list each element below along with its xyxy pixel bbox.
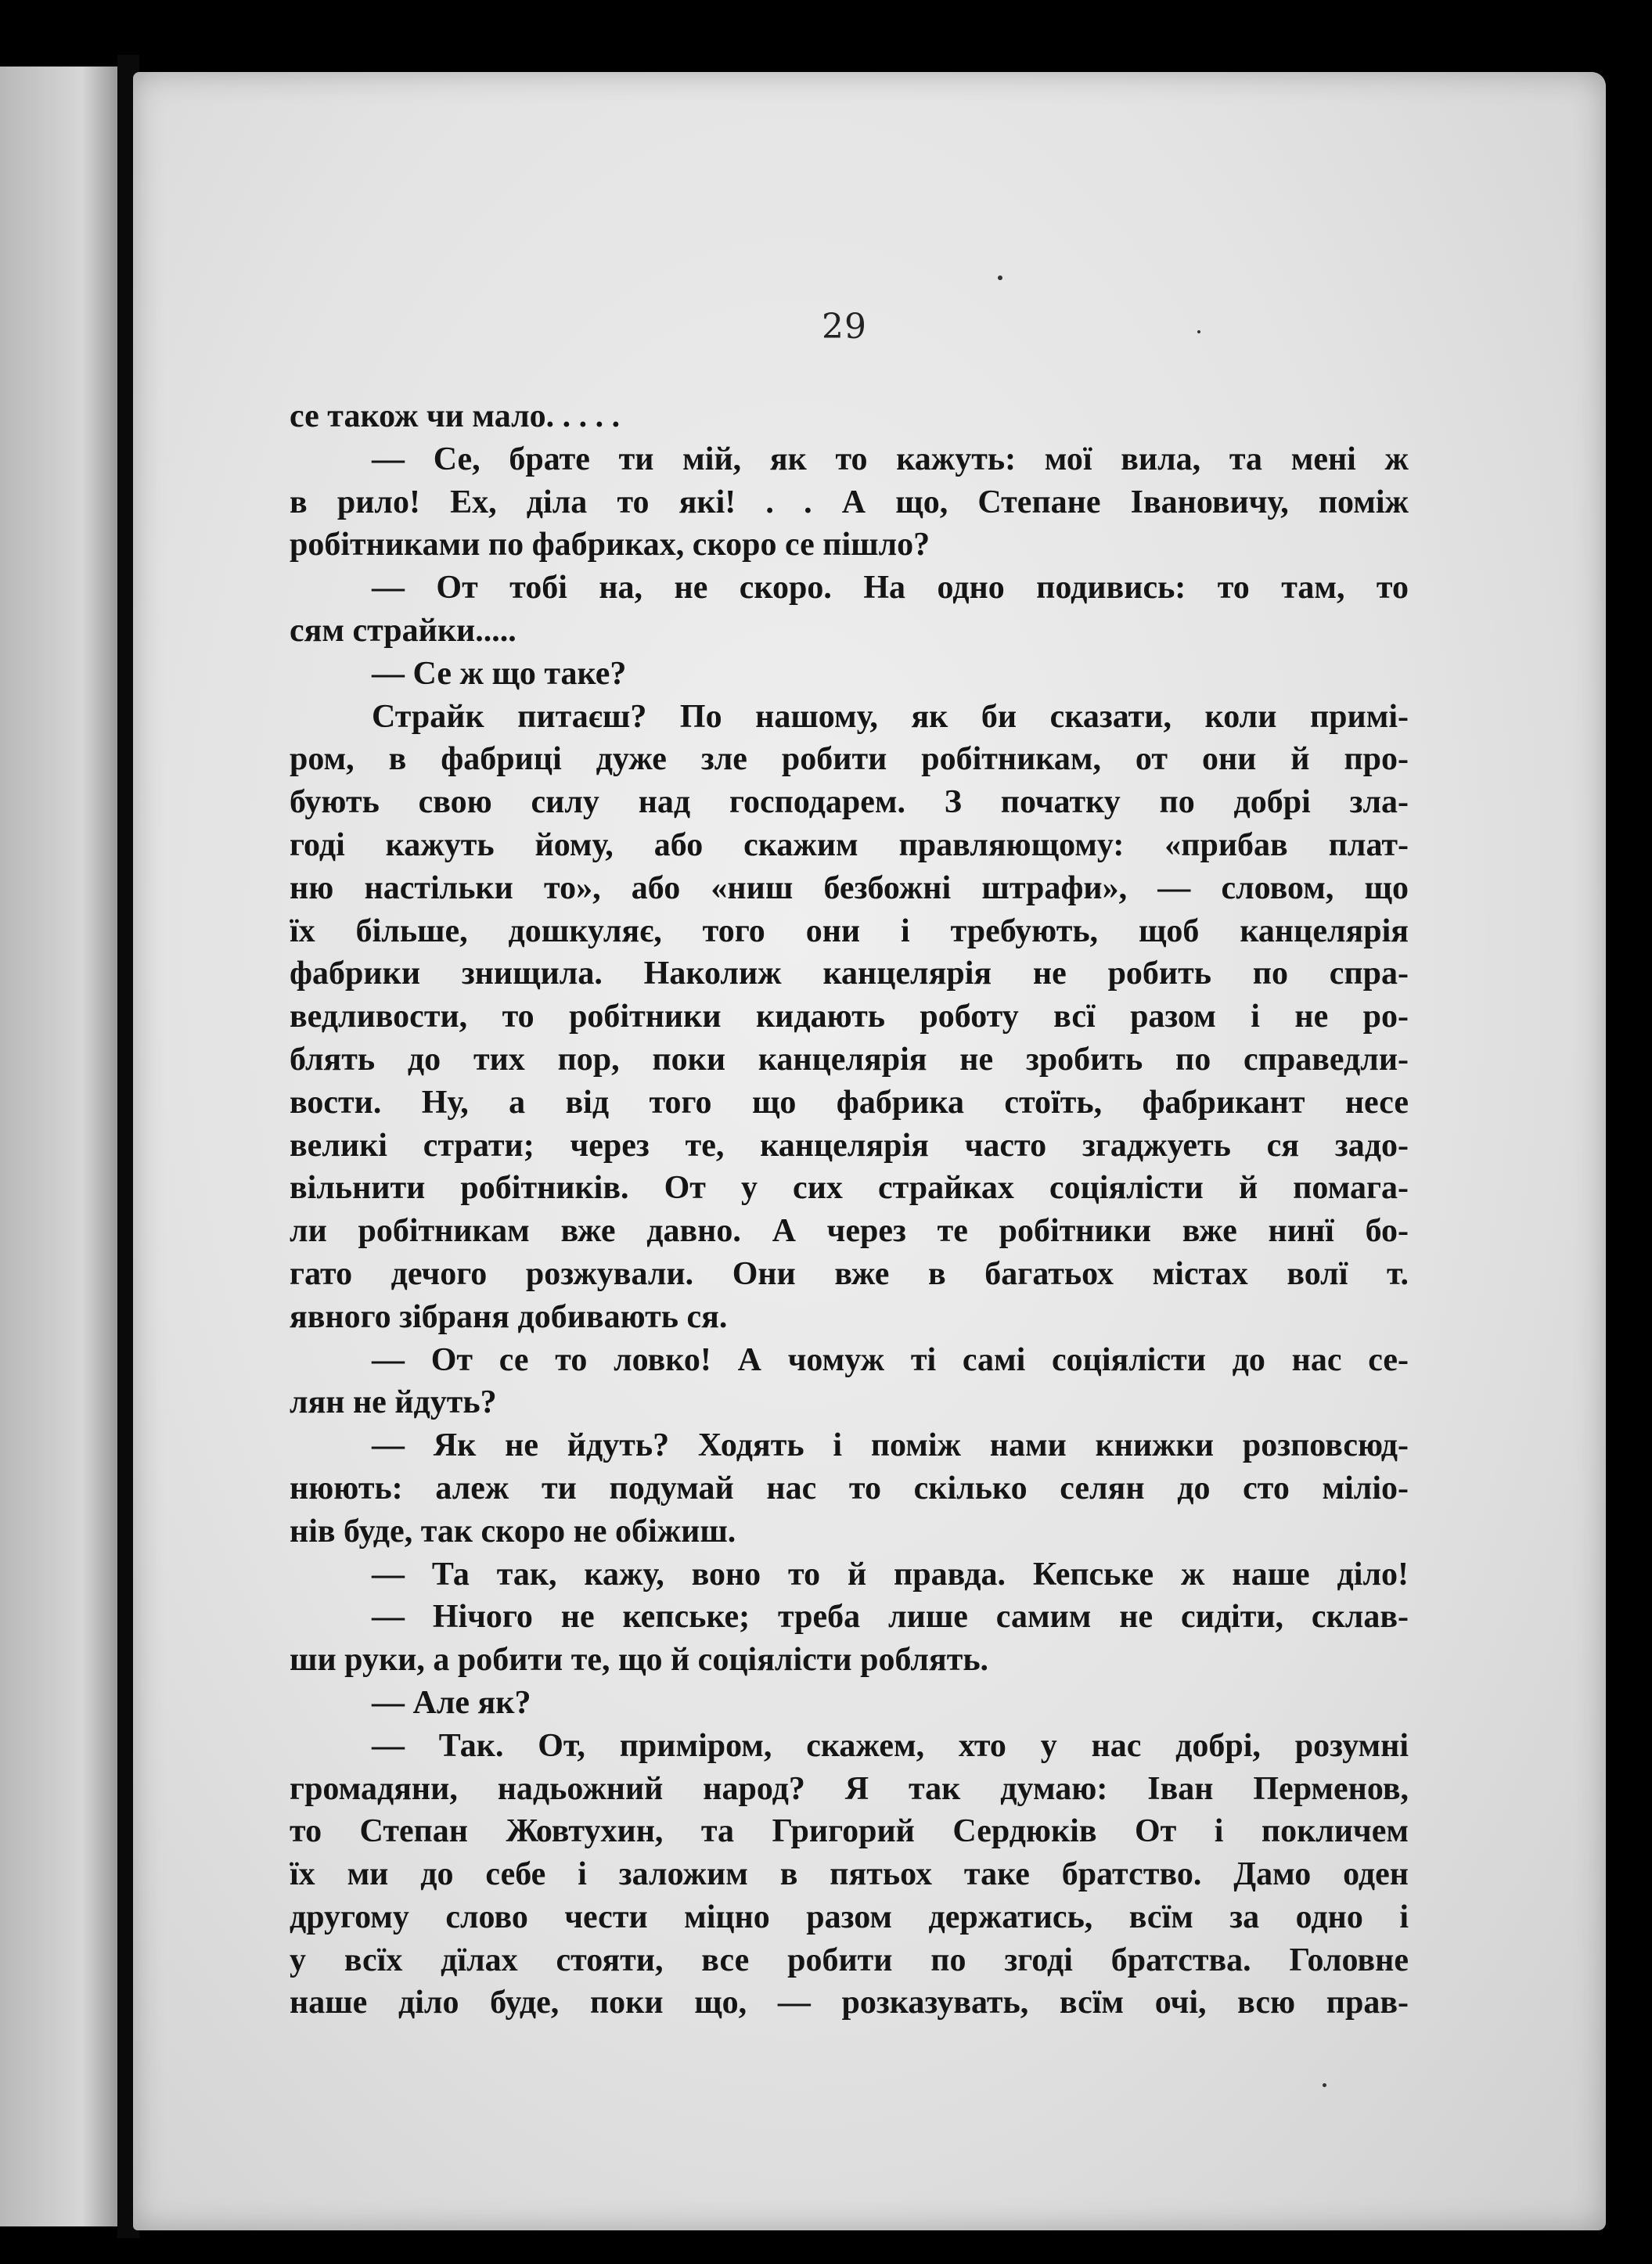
text-line: — Се ж що таке? xyxy=(372,655,627,692)
text-line: ром, в фабриці дуже зле робити робітникам, от они й про- xyxy=(290,741,1409,778)
adjacent-page-edge xyxy=(0,67,117,2226)
text-line: — От тобі на, не скоро. На одно подивись: то там, то xyxy=(372,570,1409,606)
text-line: сям страйки..... xyxy=(290,612,516,649)
text-line: — Так. От, приміром, скажем, хто у нас добрі, розумні xyxy=(372,1727,1409,1764)
text-line: в рило! Ех, діла то які! . . А що, Степане Івановичу, поміж xyxy=(290,484,1409,520)
text-line: — Але як? xyxy=(372,1684,531,1721)
text-line: робітниками по фабриках, скоро се пішло? xyxy=(290,527,930,563)
text-line: гато дечого розжували. Они вже в багатьох містах волї т. xyxy=(290,1255,1409,1292)
dust-speck xyxy=(1323,2083,1326,2087)
text-line: другому слово чести міцно разом держатись, всїм за одно і xyxy=(290,1899,1409,1935)
text-line: блять до тих пор, поки канцелярія не зробить по справедли- xyxy=(290,1041,1409,1078)
text-line: у всїх дїлах стояти, все робити по згоді братства. Головне xyxy=(290,1942,1409,1978)
page-number: 29 xyxy=(822,307,867,347)
body-text xyxy=(290,395,1409,2025)
text-line: — Нічого не кепське; треба лише самим не сидіти, склав- xyxy=(372,1599,1409,1636)
text-line: — Та так, кажу, воно то й правда. Кепське ж наше діло! xyxy=(372,1556,1409,1593)
dust-speck xyxy=(1197,330,1200,333)
text-line: ши руки, а робити те, що й соціялісти роблять. xyxy=(290,1642,989,1679)
text-line: їх ми до себе і заложим в пятьох таке братство. Дамо оден xyxy=(290,1856,1409,1893)
text-line: Страйк питаєш? По нашому, як би сказати, коли примі- xyxy=(372,698,1409,735)
text-line: фабрики знищила. Наколиж канцелярія не робить по спра- xyxy=(290,956,1409,992)
text-line: се також чи мало. . . . . xyxy=(290,398,621,434)
text-line: годі кажуть йому, або скажим правляющому: «прибав плат- xyxy=(290,826,1409,863)
text-line: то Степан Жовтухин, та Григорий Сердюків От і покличем xyxy=(290,1813,1409,1850)
text-line: явного зібраня добивають ся. xyxy=(290,1298,728,1335)
text-line: ню настільки то», або «ниш безбожні штрафи», — словом, що xyxy=(290,869,1409,906)
text-line: вільнити робітників. От у сих страйках соціялісти й помага- xyxy=(290,1170,1409,1207)
text-line: вости. Ну, а від того що фабрика стоїть, фабрикант несе xyxy=(290,1084,1409,1121)
text-line: їх більше, дошкуляє, того они і требують, щоб канцелярія xyxy=(290,912,1409,949)
text-line: нюють: алеж ти подумай нас то скілько селян до сто міліо- xyxy=(290,1470,1409,1506)
text-line: — Се, брате ти мій, як то кажуть: мої вила, та мені ж xyxy=(372,441,1409,477)
text-line: нів буде, так скоро не обіжиш. xyxy=(290,1513,736,1550)
text-line: громадяни, надьожний народ? Я так думаю: Іван Перменов, xyxy=(290,1770,1409,1807)
text-line: великі страти; через те, канцелярія часто згаджуеть ся задо- xyxy=(290,1127,1409,1164)
dust-speck xyxy=(998,275,1002,280)
text-line: бують свою силу над господарем. З початку по добрі зла- xyxy=(290,784,1409,821)
text-line: ли робітникам вже давно. А через те робітники вже нинї бо- xyxy=(290,1213,1409,1250)
text-line: ведливости, то робітники кидають роботу всї разом і не ро- xyxy=(290,999,1409,1035)
text-line: — Як не йдуть? Ходять і поміж нами книжки розповсюд- xyxy=(372,1427,1409,1464)
text-line: наше діло буде, поки що, — розказувать, всїм очі, всю прав- xyxy=(290,1985,1409,2021)
text-line: лян не йдуть? xyxy=(290,1384,497,1421)
text-line: — От се то ловко! А чомуж ті самі соціялісти до нас се- xyxy=(372,1341,1409,1378)
